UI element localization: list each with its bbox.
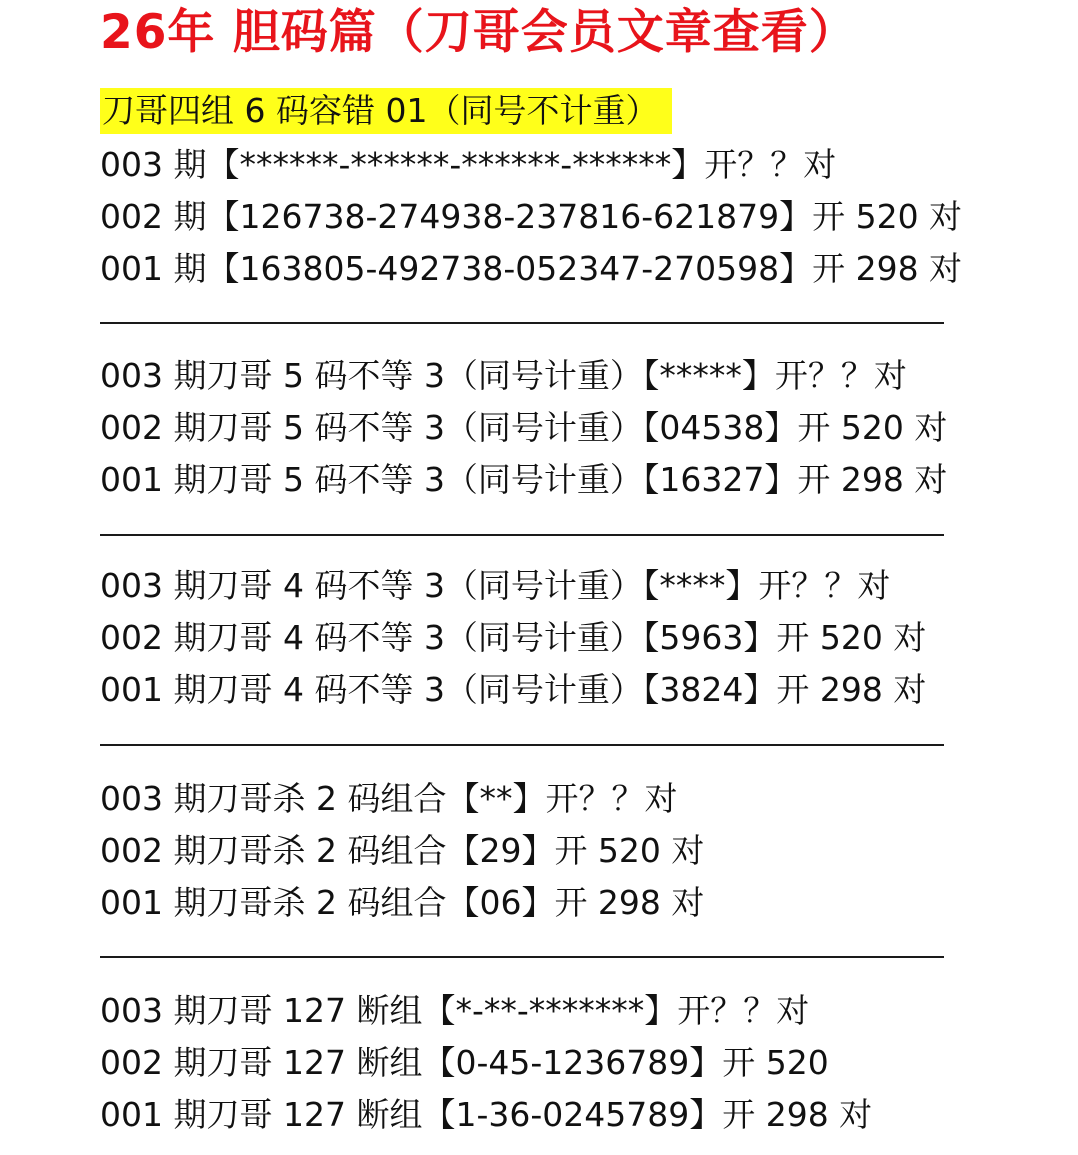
period-row: 002 期【126738-274938-237816-621879】开 520 对 bbox=[100, 197, 963, 236]
period-row: 003 期【******-******-******-******】开？？对 bbox=[100, 145, 837, 184]
period-row: 003 期刀哥 5 码不等 3（同号计重）【*****】开？？对 bbox=[100, 356, 907, 395]
period-row: 001 期刀哥 4 码不等 3（同号计重）【3824】开 298 对 bbox=[100, 670, 927, 709]
divider bbox=[100, 744, 944, 746]
divider bbox=[100, 322, 944, 324]
section-highlight-label: 刀哥四组 6 码容错 01（同号不计重） bbox=[100, 88, 672, 134]
page-title: 26年 胆码篇（刀哥会员文章查看） bbox=[100, 5, 857, 60]
divider bbox=[100, 534, 944, 536]
section-kill-two bbox=[100, 773, 1000, 929]
section-four-code bbox=[100, 560, 1000, 716]
period-row: 002 期刀哥 4 码不等 3（同号计重）【5963】开 520 对 bbox=[100, 618, 927, 657]
period-row: 003 期刀哥 4 码不等 3（同号计重）【****】开？？对 bbox=[100, 566, 891, 605]
period-row: 003 期刀哥 127 断组【*-**-*******】开？？对 bbox=[100, 991, 810, 1030]
period-row: 001 期【163805-492738-052347-270598】开 298 对 bbox=[100, 249, 963, 288]
divider bbox=[100, 956, 944, 958]
period-row: 003 期刀哥杀 2 码组合【**】开？？对 bbox=[100, 779, 678, 818]
section-five-code bbox=[100, 350, 1000, 506]
period-row: 002 期刀哥 5 码不等 3（同号计重）【04538】开 520 对 bbox=[100, 408, 948, 447]
period-row: 001 期刀哥杀 2 码组合【06】开 298 对 bbox=[100, 883, 705, 922]
period-row: 001 期刀哥 127 断组【1-36-0245789】开 298 对 bbox=[100, 1095, 873, 1134]
period-row: 002 期刀哥杀 2 码组合【29】开 520 对 bbox=[100, 831, 705, 870]
period-row: 002 期刀哥 127 断组【0-45-1236789】开 520 bbox=[100, 1043, 829, 1082]
period-row: 001 期刀哥 5 码不等 3（同号计重）【16327】开 298 对 bbox=[100, 460, 948, 499]
section-four-group bbox=[100, 88, 1000, 134]
section-127-group bbox=[100, 985, 1000, 1141]
section-four-group-rows bbox=[100, 139, 1000, 295]
